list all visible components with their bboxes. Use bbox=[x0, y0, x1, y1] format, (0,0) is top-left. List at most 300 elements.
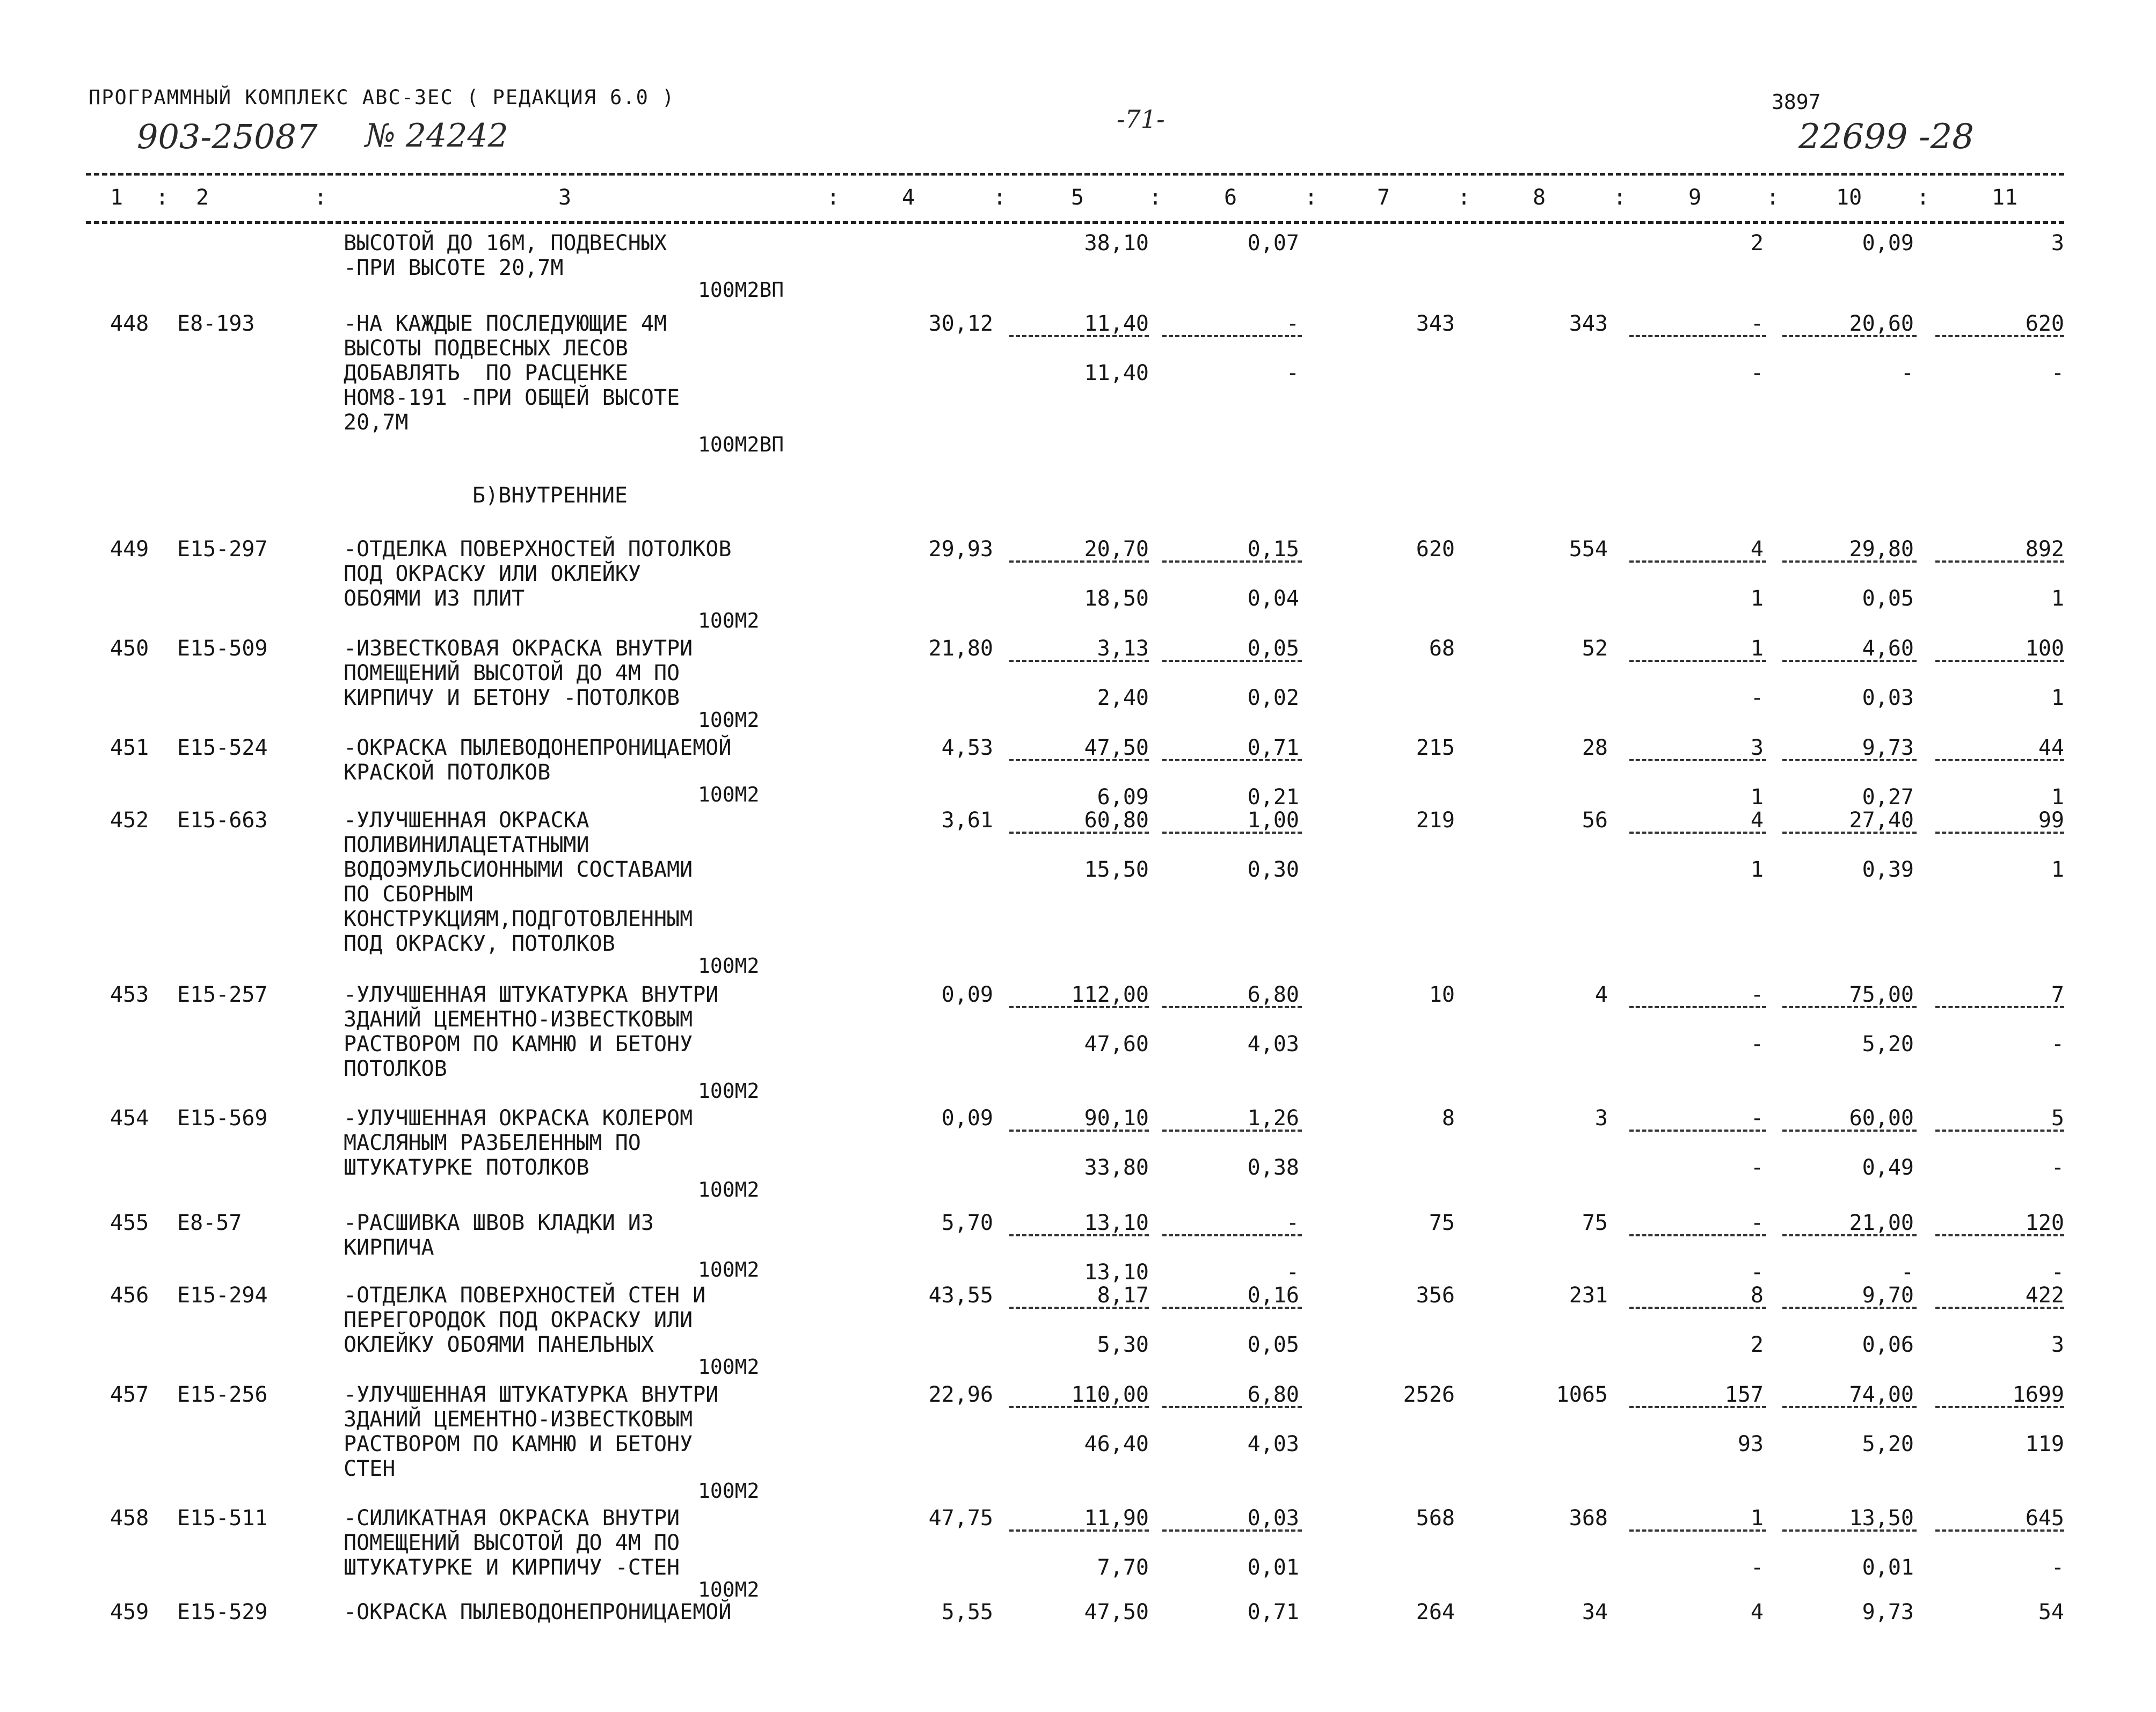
subvalue-c11: - bbox=[2051, 1260, 2064, 1285]
cell-divider bbox=[1162, 1307, 1302, 1309]
value-c6: 0,15 bbox=[1247, 537, 1299, 562]
col-header-6: 6 bbox=[1224, 185, 1237, 210]
cell-divider bbox=[1629, 1529, 1766, 1532]
work-description-line: ПОЛИВИНИЛАЦЕТАТНЫМИ bbox=[344, 833, 589, 857]
value-c6: 1,26 bbox=[1247, 1106, 1299, 1131]
subvalue-c11: - bbox=[2051, 1032, 2064, 1057]
work-description-line: ПОД ОКРАСКУ ИЛИ ОКЛЕЙКУ bbox=[344, 562, 641, 586]
subvalue-c10: 0,49 bbox=[1862, 1155, 1914, 1180]
value-c6: 0,71 bbox=[1247, 1600, 1299, 1624]
value-c4: 0,09 bbox=[941, 982, 993, 1007]
col-sep: : bbox=[827, 185, 840, 210]
subvalue-c9: 1 bbox=[1750, 586, 1764, 611]
subvalue-c5: 46,40 bbox=[1084, 1432, 1149, 1456]
subvalue-c10: 0,03 bbox=[1862, 686, 1914, 710]
value-c7: 8 bbox=[1441, 1106, 1455, 1131]
value-c5: 47,50 bbox=[1084, 735, 1149, 760]
value-c9: 157 bbox=[1724, 1382, 1764, 1407]
work-description-line: -ОКРАСКА ПЫЛЕВОДОНЕПРОНИЦАЕМОЙ bbox=[344, 1600, 732, 1624]
value-c9: 2 bbox=[1750, 231, 1764, 256]
value-c5: 3,13 bbox=[1097, 636, 1149, 661]
col-sep: : bbox=[314, 185, 327, 210]
value-c8: 1065 bbox=[1556, 1382, 1608, 1407]
value-c10: 27,40 bbox=[1849, 808, 1914, 833]
work-description-line: ЗДАНИЙ ЦЕМЕНТНО-ИЗВЕСТКОВЫМ bbox=[344, 1407, 693, 1432]
col-header-11: 11 bbox=[1992, 185, 2018, 210]
value-c4: 5,55 bbox=[941, 1600, 993, 1624]
cell-divider bbox=[1162, 1406, 1302, 1408]
subvalue-c10: - bbox=[1900, 361, 1914, 385]
page-number: -71- bbox=[1117, 105, 1165, 134]
work-description-line: -УЛУЧШЕННАЯ ШТУКАТУРКА ВНУТРИ bbox=[344, 982, 719, 1007]
value-c8: 231 bbox=[1569, 1283, 1608, 1308]
cell-divider bbox=[1782, 1307, 1917, 1309]
work-description-line: ВОДОЭМУЛЬСИОННЫМИ СОСТАВАМИ bbox=[344, 857, 693, 882]
work-description-line: ПОТОЛКОВ bbox=[344, 1057, 447, 1081]
value-c9: - bbox=[1750, 311, 1764, 336]
cell-divider bbox=[1935, 759, 2064, 761]
program-header: ПРОГРАММНЫЙ КОМПЛЕКС АВС-3ЕС ( РЕДАКЦИЯ 6.0 ) bbox=[89, 86, 675, 109]
subvalue-c10: 0,05 bbox=[1862, 586, 1914, 611]
cell-divider bbox=[1009, 1006, 1149, 1008]
value-c6: 6,80 bbox=[1247, 982, 1299, 1007]
cell-divider bbox=[1629, 1234, 1766, 1236]
value-c6: 1,00 bbox=[1247, 808, 1299, 833]
cell-divider bbox=[1782, 759, 1917, 761]
cell-divider bbox=[1782, 1406, 1917, 1408]
value-c11: 422 bbox=[2025, 1283, 2064, 1308]
subvalue-c9: - bbox=[1750, 1555, 1764, 1580]
col-header-9: 9 bbox=[1688, 185, 1702, 210]
value-c9: - bbox=[1750, 1211, 1764, 1235]
work-description-line: -ИЗВЕСТКОВАЯ ОКРАСКА ВНУТРИ bbox=[344, 636, 693, 661]
subvalue-c9: - bbox=[1750, 361, 1764, 385]
value-c5: 8,17 bbox=[1097, 1283, 1149, 1308]
row-number: 459 bbox=[110, 1600, 149, 1624]
value-c9: 1 bbox=[1750, 636, 1764, 661]
cell-divider bbox=[1009, 1307, 1149, 1309]
cell-divider bbox=[1935, 335, 2064, 337]
cell-divider bbox=[1782, 660, 1917, 662]
value-c9: - bbox=[1750, 1106, 1764, 1131]
work-description-line: СТЕН bbox=[344, 1456, 396, 1481]
value-c7: 620 bbox=[1416, 537, 1455, 562]
value-c7: 215 bbox=[1416, 735, 1455, 760]
subvalue-c5: 15,50 bbox=[1084, 857, 1149, 882]
subvalue-c5: 18,50 bbox=[1084, 586, 1149, 611]
rate-code: Е15-509 bbox=[177, 636, 268, 661]
work-description-line: ОКЛЕЙКУ ОБОЯМИ ПАНЕЛЬНЫХ bbox=[344, 1332, 654, 1357]
value-c7: 219 bbox=[1416, 808, 1455, 833]
value-c11: 3 bbox=[2051, 231, 2064, 256]
subvalue-c10: - bbox=[1900, 1260, 1914, 1285]
rate-code: Е8-57 bbox=[177, 1211, 242, 1235]
work-description-line: ПО СБОРНЫМ bbox=[344, 882, 473, 907]
subvalue-c5: 5,30 bbox=[1097, 1332, 1149, 1357]
rate-code: Е15-529 bbox=[177, 1600, 268, 1624]
col-sep: : bbox=[1917, 185, 1930, 210]
subvalue-c5: 11,40 bbox=[1084, 361, 1149, 385]
work-description-line: ВЫСОТЫ ПОДВЕСНЫХ ЛЕСОВ bbox=[344, 336, 628, 361]
value-c4: 29,93 bbox=[928, 537, 993, 562]
col-sep: : bbox=[993, 185, 1007, 210]
cell-divider bbox=[1629, 660, 1766, 662]
cell-divider bbox=[1629, 1130, 1766, 1132]
unit-label: 100М2 bbox=[698, 1479, 760, 1503]
row-number: 458 bbox=[110, 1506, 149, 1531]
value-c10: 9,73 bbox=[1862, 735, 1914, 760]
subvalue-c9: - bbox=[1750, 1032, 1764, 1057]
value-c8: 56 bbox=[1582, 808, 1608, 833]
cell-divider bbox=[1782, 1006, 1917, 1008]
work-description-line: КОНСТРУКЦИЯМ,ПОДГОТОВЛЕННЫМ bbox=[344, 907, 693, 931]
value-c5: 47,50 bbox=[1084, 1600, 1149, 1624]
work-description-line: РАСТВОРОМ ПО КАМНЮ И БЕТОНУ bbox=[344, 1432, 693, 1456]
subvalue-c6: 0,38 bbox=[1247, 1155, 1299, 1180]
subvalue-c6: 0,05 bbox=[1247, 1332, 1299, 1357]
subvalue-c6: 0,21 bbox=[1247, 785, 1299, 810]
value-c8: 52 bbox=[1582, 636, 1608, 661]
subvalue-c10: 0,06 bbox=[1862, 1332, 1914, 1357]
subvalue-c10: 0,01 bbox=[1862, 1555, 1914, 1580]
cell-divider bbox=[1162, 1529, 1302, 1532]
row-number: 453 bbox=[110, 982, 149, 1007]
subvalue-c9: 2 bbox=[1750, 1332, 1764, 1357]
cell-divider bbox=[1162, 660, 1302, 662]
value-c8: 28 bbox=[1582, 735, 1608, 760]
work-description-line: ЗДАНИЙ ЦЕМЕНТНО-ИЗВЕСТКОВЫМ bbox=[344, 1007, 693, 1032]
subvalue-c5: 47,60 bbox=[1084, 1032, 1149, 1057]
subvalue-c11: - bbox=[2051, 361, 2064, 385]
value-c11: 99 bbox=[2038, 808, 2064, 833]
value-c5: 11,90 bbox=[1084, 1506, 1149, 1531]
row-number: 455 bbox=[110, 1211, 149, 1235]
value-c4: 5,70 bbox=[941, 1211, 993, 1235]
value-c6: 0,03 bbox=[1247, 1506, 1299, 1531]
cell-divider bbox=[1009, 1130, 1149, 1132]
value-c7: 356 bbox=[1416, 1283, 1455, 1308]
work-description-line: МАСЛЯНЫМ РАЗБЕЛЕННЫМ ПО bbox=[344, 1131, 641, 1155]
subvalue-c5: 2,40 bbox=[1097, 686, 1149, 710]
cell-divider bbox=[1935, 832, 2064, 834]
value-c10: 9,70 bbox=[1862, 1283, 1914, 1308]
cell-divider bbox=[1782, 560, 1917, 563]
cell-divider bbox=[1782, 1130, 1917, 1132]
value-c4: 22,96 bbox=[928, 1382, 993, 1407]
value-c9: 4 bbox=[1750, 537, 1764, 562]
value-c11: 620 bbox=[2025, 311, 2064, 336]
work-description-line: ДОБАВЛЯТЬ ПО РАСЦЕНКЕ bbox=[344, 361, 628, 385]
rate-code: Е8-193 bbox=[177, 311, 255, 336]
value-c7: 343 bbox=[1416, 311, 1455, 336]
unit-label: 100М2 bbox=[698, 1079, 760, 1103]
value-c4: 21,80 bbox=[928, 636, 993, 661]
work-description-line: -НА КАЖДЫЕ ПОСЛЕДУЮЩИЕ 4М bbox=[344, 311, 667, 336]
value-c5: 90,10 bbox=[1084, 1106, 1149, 1131]
subvalue-c11: 1 bbox=[2051, 857, 2064, 882]
subvalue-c10: 0,39 bbox=[1862, 857, 1914, 882]
unit-label: 100М2 bbox=[698, 1578, 760, 1601]
value-c10: 13,50 bbox=[1849, 1506, 1914, 1531]
work-description-line: -ОТДЕЛКА ПОВЕРХНОСТЕЙ ПОТОЛКОВ bbox=[344, 537, 732, 562]
value-c6: 0,71 bbox=[1247, 735, 1299, 760]
work-description-line: КРАСКОЙ ПОТОЛКОВ bbox=[344, 760, 551, 785]
work-description-line: ПОМЕЩЕНИЙ ВЫСОТОЙ ДО 4М ПО bbox=[344, 661, 680, 686]
col-sep: : bbox=[1305, 185, 1318, 210]
sheet-code: 22699 -28 bbox=[1798, 117, 1974, 157]
cell-divider bbox=[1009, 832, 1149, 834]
cell-divider bbox=[1162, 832, 1302, 834]
value-c8: 3 bbox=[1594, 1106, 1608, 1131]
unit-label: 100М2 bbox=[698, 783, 760, 806]
cell-divider bbox=[1782, 335, 1917, 337]
subvalue-c11: 3 bbox=[2051, 1332, 2064, 1357]
value-c8: 4 bbox=[1594, 982, 1608, 1007]
work-description-line: ПОМЕЩЕНИЙ ВЫСОТОЙ ДО 4М ПО bbox=[344, 1531, 680, 1555]
value-c9: - bbox=[1750, 982, 1764, 1007]
section-heading: Б)ВНУТРЕННИЕ bbox=[472, 483, 628, 508]
col-header-8: 8 bbox=[1533, 185, 1546, 210]
value-c11: 5 bbox=[2051, 1106, 2064, 1131]
cell-divider bbox=[1629, 335, 1766, 337]
rate-code: Е15-257 bbox=[177, 982, 268, 1007]
value-c5: 13,10 bbox=[1084, 1211, 1149, 1235]
value-c6: - bbox=[1286, 1211, 1299, 1235]
subvalue-c9: - bbox=[1750, 686, 1764, 710]
subvalue-c6: 0,01 bbox=[1247, 1555, 1299, 1580]
subvalue-c6: - bbox=[1286, 361, 1299, 385]
work-description-line: -СИЛИКАТНАЯ ОКРАСКА ВНУТРИ bbox=[344, 1506, 680, 1531]
col-sep: : bbox=[1613, 185, 1627, 210]
value-c5: 20,70 bbox=[1084, 537, 1149, 562]
value-c11: 120 bbox=[2025, 1211, 2064, 1235]
value-c5: 11,40 bbox=[1084, 311, 1149, 336]
row-number: 449 bbox=[110, 537, 149, 562]
unit-label: 100М2ВП bbox=[698, 278, 784, 302]
work-description-line: ПЕРЕГОРОДОК ПОД ОКРАСКУ ИЛИ bbox=[344, 1308, 693, 1332]
unit-label: 100М2 bbox=[698, 954, 760, 978]
subvalue-c11: 119 bbox=[2025, 1432, 2064, 1456]
row-number: 448 bbox=[110, 311, 149, 336]
value-c10: 0,09 bbox=[1862, 231, 1914, 256]
subvalue-c6: - bbox=[1286, 1260, 1299, 1285]
header-rule bbox=[86, 221, 2064, 224]
value-c7: 2526 bbox=[1403, 1382, 1455, 1407]
cell-divider bbox=[1162, 560, 1302, 563]
unit-label: 100М2 bbox=[698, 609, 760, 632]
value-c6: 0,16 bbox=[1247, 1283, 1299, 1308]
col-sep: : bbox=[1149, 185, 1162, 210]
col-sep: : bbox=[1766, 185, 1780, 210]
rate-code: Е15-511 bbox=[177, 1506, 268, 1531]
row-number: 454 bbox=[110, 1106, 149, 1131]
cell-divider bbox=[1009, 1406, 1149, 1408]
col-header-7: 7 bbox=[1377, 185, 1390, 210]
subvalue-c9: - bbox=[1750, 1155, 1764, 1180]
sheet-number-small: 3897 bbox=[1772, 90, 1821, 114]
value-c4: 0,09 bbox=[941, 1106, 993, 1131]
row-number: 450 bbox=[110, 636, 149, 661]
cell-divider bbox=[1162, 335, 1302, 337]
handwritten-mark: № 24242 bbox=[365, 117, 508, 155]
subvalue-c10: 0,27 bbox=[1862, 785, 1914, 810]
project-code: 903-25087 bbox=[137, 117, 318, 156]
unit-label: 100М2 bbox=[698, 1355, 760, 1379]
work-description-line: -ОТДЕЛКА ПОВЕРХНОСТЕЙ СТЕН И bbox=[344, 1283, 706, 1308]
value-c7: 10 bbox=[1429, 982, 1455, 1007]
value-c5: 38,10 bbox=[1084, 231, 1149, 256]
value-c9: 4 bbox=[1750, 1600, 1764, 1624]
subvalue-c10: 5,20 bbox=[1862, 1032, 1914, 1057]
cell-divider bbox=[1935, 1006, 2064, 1008]
cell-divider bbox=[1935, 1307, 2064, 1309]
work-description-line: ВЫСОТОЙ ДО 16М, ПОДВЕСНЫХ bbox=[344, 231, 667, 256]
value-c6: 0,07 bbox=[1247, 231, 1299, 256]
work-description-line: РАСТВОРОМ ПО КАМНЮ И БЕТОНУ bbox=[344, 1032, 693, 1057]
subvalue-c11: - bbox=[2051, 1155, 2064, 1180]
work-description-line: -УЛУЧШЕННАЯ ОКРАСКА bbox=[344, 808, 589, 833]
subvalue-c6: 0,30 bbox=[1247, 857, 1299, 882]
value-c11: 44 bbox=[2038, 735, 2064, 760]
subvalue-c9: 1 bbox=[1750, 785, 1764, 810]
subvalue-c9: 1 bbox=[1750, 857, 1764, 882]
value-c7: 75 bbox=[1429, 1211, 1455, 1235]
col-header-10: 10 bbox=[1836, 185, 1862, 210]
work-description-line: КИРПИЧУ И БЕТОНУ -ПОТОЛКОВ bbox=[344, 686, 680, 710]
value-c10: 4,60 bbox=[1862, 636, 1914, 661]
unit-label: 100М2 bbox=[698, 1258, 760, 1281]
rate-code: Е15-297 bbox=[177, 537, 268, 562]
value-c9: 8 bbox=[1750, 1283, 1764, 1308]
cell-divider bbox=[1935, 1234, 2064, 1236]
col-header-4: 4 bbox=[902, 185, 915, 210]
rate-code: Е15-524 bbox=[177, 735, 268, 760]
subvalue-c5: 6,09 bbox=[1097, 785, 1149, 810]
subvalue-c11: - bbox=[2051, 1555, 2064, 1580]
value-c10: 20,60 bbox=[1849, 311, 1914, 336]
value-c8: 75 bbox=[1582, 1211, 1608, 1235]
col-header-2: 2 bbox=[196, 185, 209, 210]
subvalue-c5: 13,10 bbox=[1084, 1260, 1149, 1285]
value-c4: 30,12 bbox=[928, 311, 993, 336]
cell-divider bbox=[1935, 660, 2064, 662]
value-c9: 4 bbox=[1750, 808, 1764, 833]
value-c11: 7 bbox=[2051, 982, 2064, 1007]
subvalue-c11: 1 bbox=[2051, 586, 2064, 611]
value-c4: 4,53 bbox=[941, 735, 993, 760]
unit-label: 100М2ВП bbox=[698, 433, 784, 456]
value-c4: 3,61 bbox=[941, 808, 993, 833]
value-c7: 264 bbox=[1416, 1600, 1455, 1624]
cell-divider bbox=[1009, 335, 1149, 337]
subvalue-c6: 0,02 bbox=[1247, 686, 1299, 710]
value-c10: 21,00 bbox=[1849, 1211, 1914, 1235]
row-number: 452 bbox=[110, 808, 149, 833]
value-c4: 43,55 bbox=[928, 1283, 993, 1308]
cell-divider bbox=[1009, 560, 1149, 563]
value-c11: 100 bbox=[2025, 636, 2064, 661]
value-c8: 34 bbox=[1582, 1600, 1608, 1624]
cell-divider bbox=[1629, 560, 1766, 563]
subvalue-c11: 1 bbox=[2051, 686, 2064, 710]
value-c11: 892 bbox=[2025, 537, 2064, 562]
rate-code: Е15-294 bbox=[177, 1283, 268, 1308]
subvalue-c11: 1 bbox=[2051, 785, 2064, 810]
work-description-line: ПОД ОКРАСКУ, ПОТОЛКОВ bbox=[344, 931, 615, 956]
value-c5: 110,00 bbox=[1071, 1382, 1149, 1407]
cell-divider bbox=[1629, 1406, 1766, 1408]
work-description-line: -УЛУЧШЕННАЯ ШТУКАТУРКА ВНУТРИ bbox=[344, 1382, 719, 1407]
cell-divider bbox=[1009, 660, 1149, 662]
value-c10: 74,00 bbox=[1849, 1382, 1914, 1407]
value-c6: 6,80 bbox=[1247, 1382, 1299, 1407]
row-number: 456 bbox=[110, 1283, 149, 1308]
cell-divider bbox=[1162, 1234, 1302, 1236]
cell-divider bbox=[1782, 1234, 1917, 1236]
subvalue-c10: 5,20 bbox=[1862, 1432, 1914, 1456]
cell-divider bbox=[1629, 1307, 1766, 1309]
value-c10: 75,00 bbox=[1849, 982, 1914, 1007]
rate-code: Е15-569 bbox=[177, 1106, 268, 1131]
work-description-line: НОМ8-191 -ПРИ ОБЩЕЙ ВЫСОТЕ bbox=[344, 385, 680, 410]
value-c8: 343 bbox=[1569, 311, 1608, 336]
cell-divider bbox=[1629, 759, 1766, 761]
cell-divider bbox=[1162, 1130, 1302, 1132]
value-c11: 54 bbox=[2038, 1600, 2064, 1624]
value-c10: 60,00 bbox=[1849, 1106, 1914, 1131]
work-description-line: КИРПИЧА bbox=[344, 1235, 434, 1260]
work-description-line: ОБОЯМИ ИЗ ПЛИТ bbox=[344, 586, 525, 611]
cell-divider bbox=[1009, 759, 1149, 761]
work-description-line: 20,7М bbox=[344, 410, 409, 435]
value-c6: 0,05 bbox=[1247, 636, 1299, 661]
work-description-line: -ОКРАСКА ПЫЛЕВОДОНЕПРОНИЦАЕМОЙ bbox=[344, 735, 732, 760]
subvalue-c5: 33,80 bbox=[1084, 1155, 1149, 1180]
value-c7: 68 bbox=[1429, 636, 1455, 661]
rate-code: Е15-256 bbox=[177, 1382, 268, 1407]
value-c11: 645 bbox=[2025, 1506, 2064, 1531]
cell-divider bbox=[1009, 1234, 1149, 1236]
cell-divider bbox=[1629, 1006, 1766, 1008]
unit-label: 100М2 bbox=[698, 1178, 760, 1201]
cell-divider bbox=[1935, 1529, 2064, 1532]
rate-code: Е15-663 bbox=[177, 808, 268, 833]
cell-divider bbox=[1629, 832, 1766, 834]
value-c8: 368 bbox=[1569, 1506, 1608, 1531]
subvalue-c5: 7,70 bbox=[1097, 1555, 1149, 1580]
subvalue-c9: - bbox=[1750, 1260, 1764, 1285]
unit-label: 100М2 bbox=[698, 708, 760, 732]
cell-divider bbox=[1935, 1130, 2064, 1132]
subvalue-c6: 0,04 bbox=[1247, 586, 1299, 611]
cell-divider bbox=[1782, 1529, 1917, 1532]
work-description-line: -ПРИ ВЫСОТЕ 20,7М bbox=[344, 256, 564, 280]
work-description-line: -УЛУЧШЕННАЯ ОКРАСКА КОЛЕРОМ bbox=[344, 1106, 693, 1131]
row-number: 457 bbox=[110, 1382, 149, 1407]
col-header-3: 3 bbox=[558, 185, 572, 210]
cell-divider bbox=[1162, 759, 1302, 761]
value-c11: 1699 bbox=[2012, 1382, 2064, 1407]
cell-divider bbox=[1782, 832, 1917, 834]
col-sep: : bbox=[1458, 185, 1471, 210]
value-c5: 60,80 bbox=[1084, 808, 1149, 833]
value-c4: 47,75 bbox=[928, 1506, 993, 1531]
subvalue-c6: 4,03 bbox=[1247, 1432, 1299, 1456]
work-description-line: ШТУКАТУРКЕ И КИРПИЧУ -СТЕН bbox=[344, 1555, 680, 1580]
cell-divider bbox=[1935, 1406, 2064, 1408]
col-header-1: 1 bbox=[110, 185, 123, 210]
cell-divider bbox=[1162, 1006, 1302, 1008]
